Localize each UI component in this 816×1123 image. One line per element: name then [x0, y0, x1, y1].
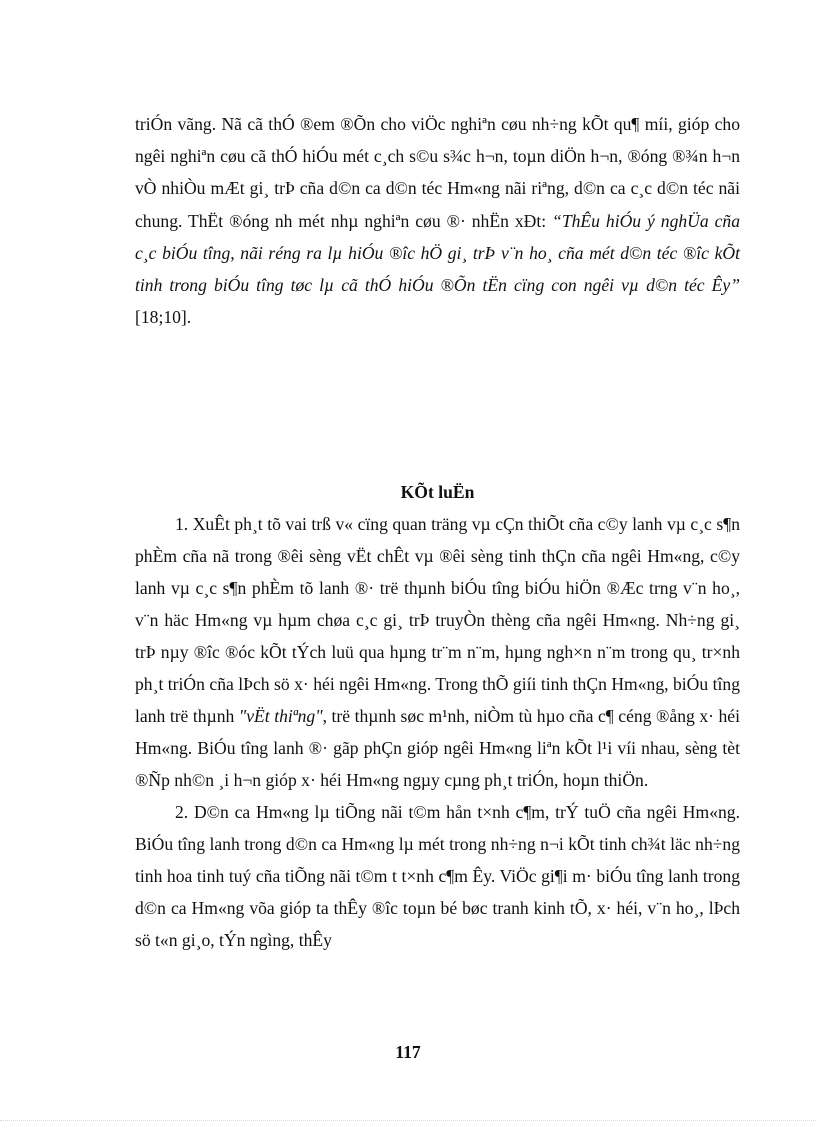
section-heading: KÕt luËn — [400, 482, 475, 502]
conclusion-p1-italic: "vËt thiªng" — [238, 706, 323, 726]
intro-quote: “ThÊu hiÓu ý nghÜa cña c¸c biÓu tîng, nãi réng ra lµ hiÓu ®îc hÖ gi¸ trÞ v¨n ho¸ cña mét d©n téc ®îc kÕt tinh trong biÓu tîng tøc lµ cã thÓ hiÓu ®Õn tËn cïng con ngêi vµ d©n téc Êy” — [135, 210, 741, 296]
intro-paragraph — [135, 108, 740, 333]
intro-citation: [18;10]. — [135, 307, 192, 328]
conclusion-section — [135, 508, 740, 956]
conclusion-paragraph-1 — [135, 508, 740, 796]
conclusion-p1-text-b: , trë thµnh søc m¹nh, niÒm tù hµo cña c¶ céng ®ång x· héi Hm«ng. BiÓu tîng lanh ®· gãp phÇn gióp ngêi Hm«ng liªn kÕt l¹i víi nhau, sèng tèt ®Ñp nh©n ¸i h¬n gióp x· héi Hm«ng ngµy cµng ph¸t triÓn, hoµn thiÖn. — [135, 706, 740, 790]
conclusion-paragraph-2: 2. D©n ca Hm«ng lµ tiÕng nãi t©m hån t×nh c¶m, trÝ tuÖ cña ngêi Hm«ng. BiÓu tîng lanh trong d©n ca Hm«ng lµ mét trong nh÷ng n¬i kÕt tinh ch¾t läc nh÷ng tinh hoa tinh tuý cña tiÕng nãi t©m t t×nh c¶m Êy. ViÖc gi¶i m· biÓu tîng lanh trong d©n ca Hm«ng võa gióp ta thÊy ®îc toµn bé bøc tranh kinh tÕ, x· héi, v¨n ho¸, lÞch sö t«n gi¸o, tÝn ngìng, thÊy — [135, 802, 740, 950]
conclusion-p1-text-a: 1. XuÊt ph¸t tõ vai trß v« cïng quan träng vµ cÇn thiÕt cña c©y lanh vµ c¸c s¶n phÈm cña nã trong ®êi sèng vËt chÊt vµ ®êi sèng tinh thÇn cña ngêi Hm«ng, c©y lanh vµ c¸c s¶n phÈm tõ lanh ®· trë thµnh biÓu tîng biÓu hiÖn ®Æc trng v¨n ho¸, v¨n häc Hm«ng vµ hµm chøa c¸c gi¸ trÞ truyÒn thèng cña ngêi Hm«ng. Nh÷ng gi¸ trÞ nµy ®îc ®óc kÕt tÝch luü qua hµng tr¨m n¨m, hµng ngh×n n¨m trong qu¸ tr×nh ph¸t triÓn cña lÞch sö x· héi ngêi Hm«ng. Trong thÕ giíi tinh thÇn Hm«ng, biÓu tîng lanh trë thµnh — [135, 514, 740, 726]
page-bottom-edge — [0, 1120, 816, 1121]
intro-text: triÓn vãng. Nã cã thÓ ®em ®Õn cho viÖc nghiªn cøu nh÷ng kÕt qu¶ míi, gióp cho ngêi nghiªn cøu cã thÓ hiÓu mét c¸ch s©u s¾c h¬n, toµn diÖn h¬n, ®óng ®¾n h¬n vÒ nhiÒu mÆt gi¸ trÞ cña d©n ca d©n téc Hm«ng nãi riªng, d©n ca c¸c d©n téc nãi chung. ThËt ®óng nh mét nhµ nghiªn cøu ®· nhËn xÐt: — [135, 114, 740, 231]
page-number: 117 — [395, 1042, 421, 1062]
